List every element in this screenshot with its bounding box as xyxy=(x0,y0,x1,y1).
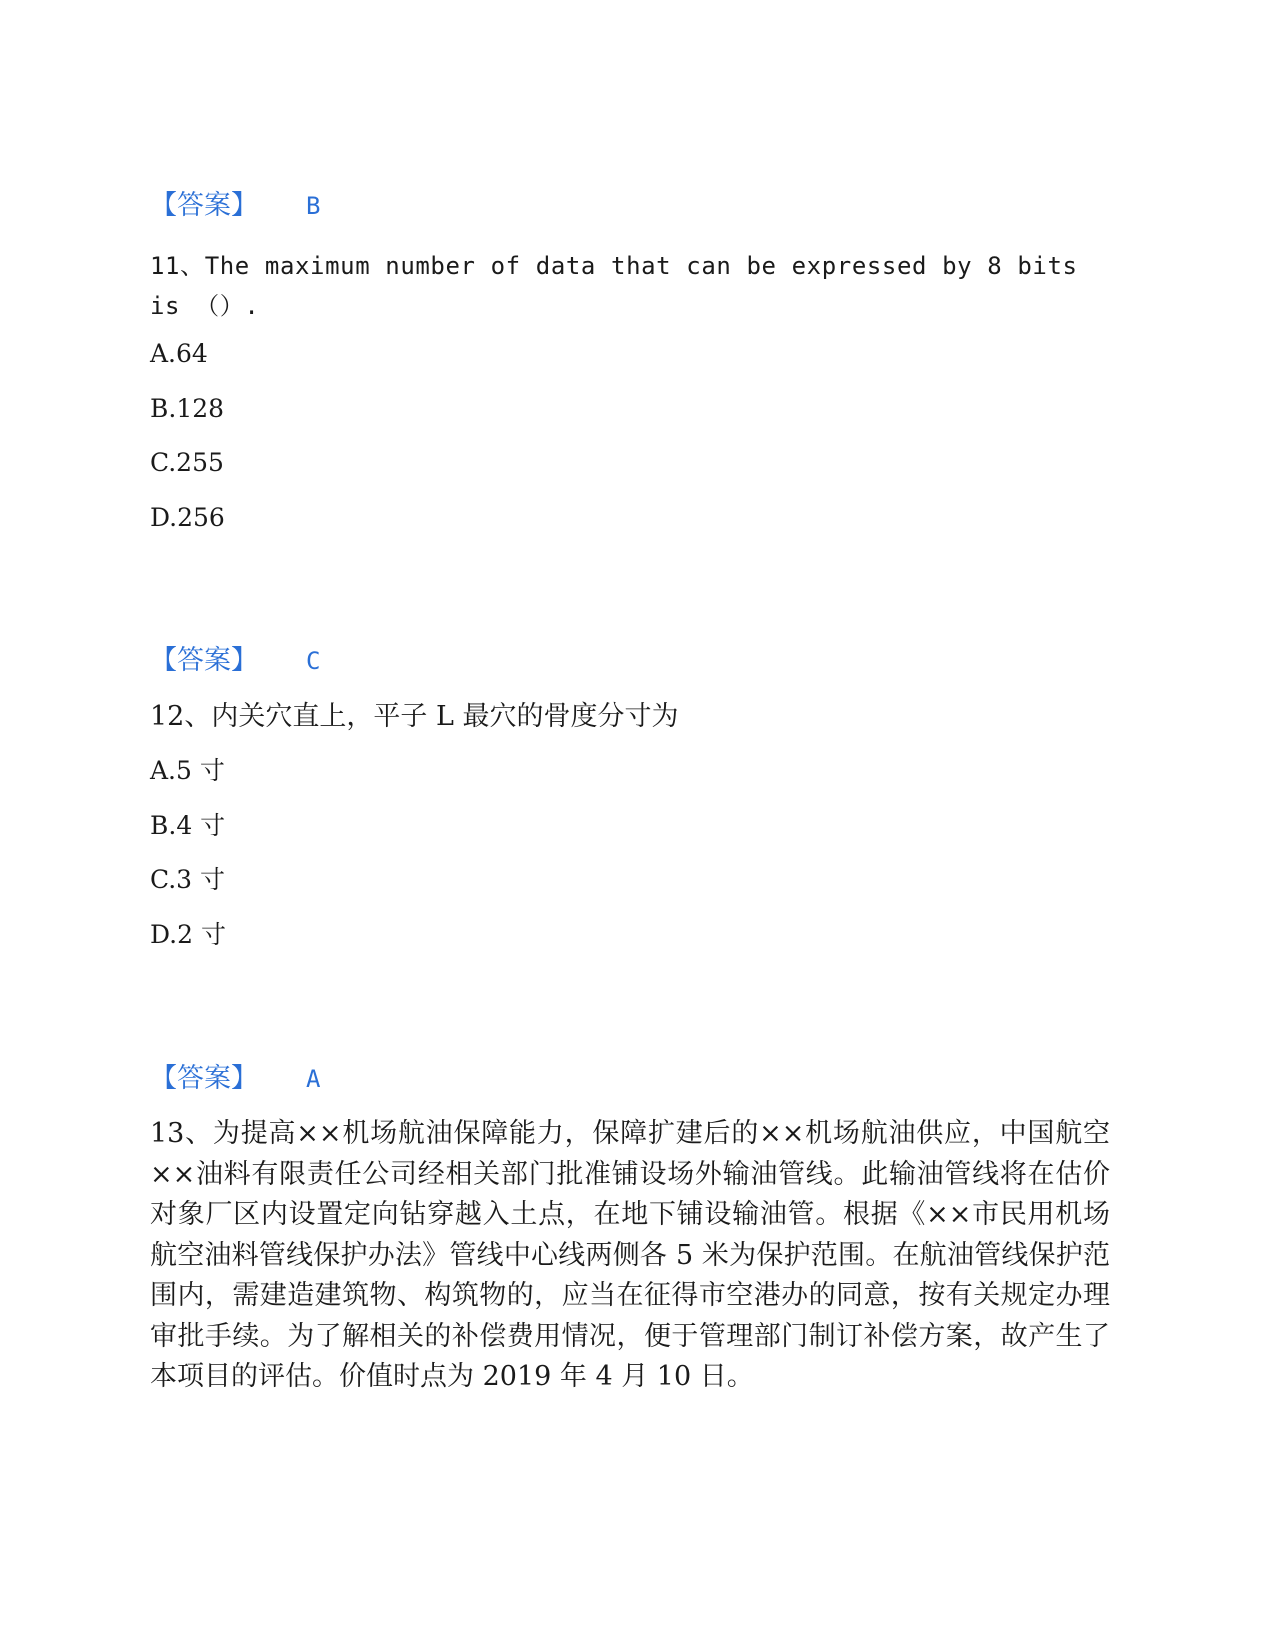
answer-value: A xyxy=(306,1065,321,1093)
option-12-b: B.4 寸 xyxy=(150,811,226,840)
question-12: 12、内关穴直上，平子 L 最穴的骨度分寸为 xyxy=(150,701,679,732)
option-12-d: D.2 寸 xyxy=(150,920,226,949)
answer-label: 【答案】 xyxy=(150,190,258,221)
option-11-b: B.128 xyxy=(150,394,225,423)
answer-line-11 xyxy=(150,645,320,677)
answer-label: 【答案】 xyxy=(150,1063,258,1094)
answer-line-10 xyxy=(150,190,320,222)
option-12-c: C.3 寸 xyxy=(150,865,226,894)
option-11-a: A.64 xyxy=(150,339,208,368)
question-11: 11、The maximum number of data that can be expressed by 8 bits is （）. xyxy=(150,252,1078,320)
answer-value: B xyxy=(306,192,321,220)
option-11-c: C.255 xyxy=(150,448,224,477)
answer-value: C xyxy=(306,647,321,675)
answer-label: 【答案】 xyxy=(150,645,258,676)
answer-line-12 xyxy=(150,1063,320,1095)
option-11-d: D.256 xyxy=(150,503,225,532)
question-13: 13、为提高××机场航油保障能力，保障扩建后的××机场航油供应，中国航空××油料有限责任公司经相关部门批准铺设场外输油管线。此输油管线将在估价对象厂区内设置定向钻穿越入土点，在地下铺设输油管。根据《××市民用机场航空油料管线保护办法》管线中心线两侧各 5 米为保护范围。在航油管线保护范围内，需建造建筑物、构筑物的，应当在征得市空港办的同意，按有关规定办理审批手续。为了解相关的补偿费用情况，便于管理部门制订补偿方案，故产生了本项目的评估。价值时点为 2019 年 4 月 10 日。 xyxy=(150,1118,1110,1392)
option-12-a: A.5 寸 xyxy=(150,756,225,785)
